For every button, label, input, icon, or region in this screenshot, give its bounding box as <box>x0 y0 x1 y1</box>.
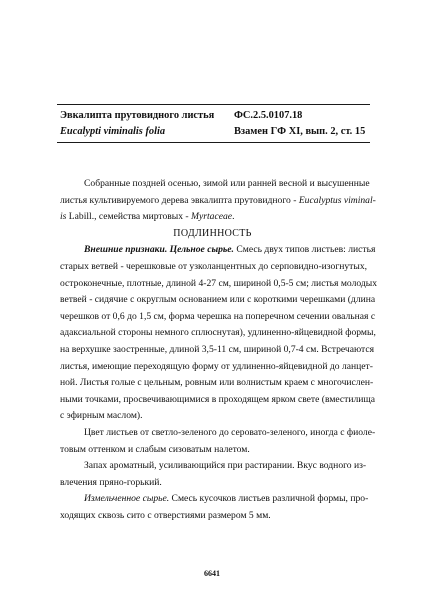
intro-line-1: Собранные поздней осенью, зимой или ранней весной и высушенные <box>84 178 370 189</box>
header-top-rule <box>57 104 370 105</box>
crushed-line-2: ходящих сквозь сито с отверстиями размером 5 мм. <box>60 509 271 521</box>
intro-text: . <box>232 211 235 223</box>
monograph-title-russian: Эвкалипта прутовидного листья <box>60 110 215 121</box>
smell-line-1: Запах ароматный, усиливающийся при растирании. Вкус водного из- <box>84 460 367 472</box>
monograph-title-latin: Eucalypti viminalis folia <box>60 126 166 137</box>
monograph-body <box>60 176 378 524</box>
ext-signs-line-8: листья, имеющие переходящую форму от удлиненно-яйцевидной до ланцет- <box>60 360 373 372</box>
ext-signs-line-10: ными точками, просвечивающимися в проходящем ярком свете (вместилища <box>60 393 376 405</box>
ext-signs-line-6: адаксиальной стороны немного сплюснутая), удлиненно-яйцевидной формы, <box>60 327 376 339</box>
ext-signs-line-4: ветвей - сидячие с округлым основанием или с короткими черешками (длина <box>60 294 376 306</box>
intro-text: Labill., семейства миртовых - <box>66 211 192 223</box>
color-line-1: Цвет листьев от светло-зеленого до серовато-зеленого, иногда с фиоле- <box>84 426 376 438</box>
ext-signs-line-7: на верхушке заостренные, длиной 3,5-11 см, шириной 0,7-4 см. Встречаются <box>60 343 375 355</box>
intro-text: листья культивируемого дерева эвкалипта прутовидного - <box>60 194 299 206</box>
intro-line-3 <box>60 209 365 226</box>
page-number: 6641 <box>204 569 220 578</box>
paragraph-text: Смесь кусочков листьев различной формы, про- <box>169 493 369 505</box>
header-bottom-rule <box>57 142 370 143</box>
section-title-authenticity: ПОДЛИННОСТЬ <box>173 227 252 239</box>
latin-family-name: Myrtaceae <box>191 211 233 223</box>
crushed-line-1 <box>60 491 369 508</box>
intro-line-2 <box>60 193 376 210</box>
document-number: ФС.2.5.0107.18 <box>234 110 303 121</box>
paragraph-text: Смесь двух типов листьев: листья <box>233 244 376 256</box>
ext-signs-line-11: с эфирным маслом). <box>60 410 143 422</box>
ext-signs-line-9: ной. Листья голые с цельным, ровным или волнистым краем с многочислен- <box>60 377 374 389</box>
color-line-2: товым оттенком и слабым сизоватым налетом. <box>60 443 250 455</box>
latin-species-name-end: is <box>60 211 67 223</box>
subsection-label: Измельченное сырье. <box>84 493 170 505</box>
ext-signs-line-1 <box>60 242 376 259</box>
ext-signs-line-3: остроконечные, плотные, длиной 4-27 см, шириной 0,5-5 см; листья молодых <box>60 277 378 289</box>
ext-signs-line-5: черешков от 0,6 до 1,5 см, форма черешка на поперечном сечении овальная с <box>60 310 376 322</box>
ext-signs-line-2: старых ветвей - черешковые от узколанцентных до серповидно-изогнутых, <box>60 260 368 272</box>
subsection-label: Внешние признаки. Цельное сырье. <box>84 244 234 256</box>
replaces-note: Взамен ГФ XI, вып. 2, ст. 15 <box>234 126 366 137</box>
smell-line-2: влечения пряно-горький. <box>60 476 162 488</box>
latin-species-name: Eucalyptus viminal- <box>298 194 376 206</box>
